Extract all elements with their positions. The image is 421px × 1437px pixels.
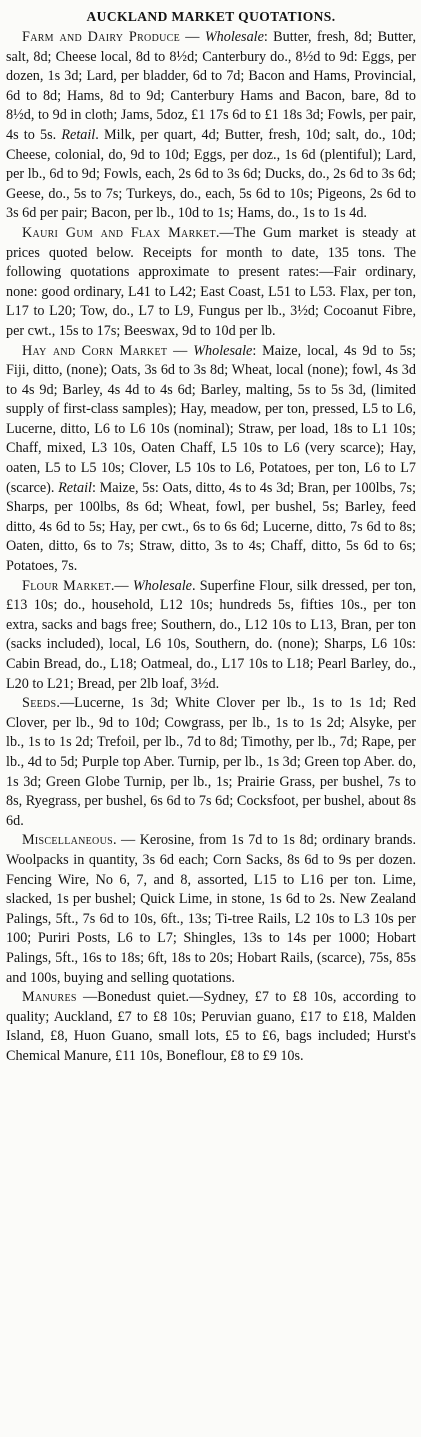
market-section (6, 28, 416, 224)
section-heading: Flour Market (22, 577, 111, 594)
market-section (6, 988, 416, 1066)
section-text: .— (110, 577, 133, 594)
section-heading: Hay and Corn Market (22, 342, 168, 359)
section-text: — (167, 342, 194, 359)
section-heading: Miscellaneous (22, 832, 113, 849)
italic-label: Wholesale (132, 577, 192, 594)
section-text: —Bonedust quiet.—Sydney, £7 to £8 10s, according to quality; Auckland, £7 to £8 10s; Peruvian guano, £17 to £18, Malden Island, £8, Huon Guano, small lots, £5 to £6, bags included; Hurst's Chemical Manure, £11 10s, Boneflour, £8 to £9 10s. (6, 989, 416, 1064)
section-heading: Kauri Gum and Flax Market (22, 224, 216, 241)
market-section (6, 577, 416, 695)
section-text: — (180, 29, 205, 45)
section-text: . — Kerosine, from 1s 7d to 1s 8d; ordinary brands. Woolpacks in quantity, 3s 6d each; Corn Sacks, 8s 6d to 9s per dozen. Fencing Wire, No 6, 7, and 8, assorted, L15 to L16 per ton. Lime, slacked, 1s per bushel; Quick Lime, in stone, 1s 6d to 2s. New Zealand Palings, 5ft., 7s 6d to 10s, 6ft., 13s; Ti-tree Rails, L2 10s to L3 10s per 100; Puriri Posts, L6 to L7; Shingles, 13s to 14s per 1000; Hobart Palings, 5ft., 16s to 18s; 6ft, 18s to 20s; Hobart Rails, (scarce), 75s, 85s and 100s, buying and selling quotations. (6, 832, 416, 986)
italic-label: Wholesale (204, 29, 264, 45)
market-section (6, 224, 416, 342)
section-text: : Maize, 5s: Oats, ditto, 4s to 4s 3d; Bran, per 100lbs, 7s; Sharps, per 100lbs, 8s 6d; Wheat, fowl, per bushel, 5s; Barley, feed ditto, 4s 6d to 5s; Hay, per cwt., 6s to 6s 6d; Lucerne, ditto, 7s 6d to 8s; Oaten, ditto, 6s to 7s; Straw, ditto, 3s to 4s; Chaff, ditto, 5s 6d to 6s; Potatoes, 7s. (6, 479, 416, 575)
market-section (6, 342, 416, 577)
section-text: : Butter, fresh, 8d; Butter, salt, 8d; Cheese local, 8d to 8½d; Canterbury do., 8½d to 9d: Eggs, per dozen, 1s 3d; Lard, per bladder, 6d to 7d; Bacon and Hams, Provincial, 6d to 8d; Hams, 8d to 9d; Canterbury Hams and Bacon, bare, 8d to 8½d, to 9d in cloth; Jams, 5doz, £1 17s 6d to £1 18s 3d; Fowls, per pair, 4s to 5s. (6, 29, 417, 143)
italic-label: Wholesale (193, 342, 253, 359)
section-text: .—The Gum market is steady at prices quoted below. Receipts for month to date, 135 tons. The following quotations approximate to present rates:—Fair ordinary, none: good ordinary, L41 to L42; East Coast, L51 to L53. Flax, per ton, L17 to L20; Tow, do., L7 to L9, Fungus per lb., 3½d; Cocoanut Fibre, per cwt., 15s to 17s; Beeswax, 9d to 10d per lb. (6, 224, 416, 339)
section-text: .—Lucerne, 1s 3d; White Clover per lb., 1s to 1s 1d; Red Clover, per lb., 9d to 10d; Cowgrass, per lb., 1s to 1s 2d; Alsyke, per lb., 1s to 1s 2d; Trefoil, per lb., 7d to 8d; Timothy, per lb., 7d; Rape, per lb., 4d to 5d; Purple top Aber. Turnip, per lb., 1s 3d; Green top Aber. do, 1s 3d; Green Globe Turnip, per lb., 1s; Prairie Grass, per bushel, 7s to 8s, Ryegrass, per bushel, 6s 6d to 7s 6d; Cocksfoot, per bushel, about 8s 6d. (6, 695, 416, 829)
section-heading: Seeds (22, 695, 57, 712)
quotation-sections (6, 28, 416, 1066)
italic-label: Retail (58, 479, 92, 496)
italic-label: Retail (61, 126, 96, 143)
market-section (6, 694, 416, 831)
section-heading: Farm and Dairy Produce (22, 29, 180, 45)
column-title: AUCKLAND MARKET QUOTATIONS. (86, 9, 336, 24)
section-text: . Milk, per quart, 4d; Butter, fresh, 10d; salt, do., 10d; Cheese, colonial, do, 9d to 10d; Eggs, per doz., 1s 6d (plentiful); Lard, per lb., 6d to 9d; Fowls, each, 2s 6d to 3s 6d; Ducks, do., 2s 6d to 3s 6d; Geese, do., 5s to 7s; Turkeys, do., each, 5s 6d to 10s; Pigeons, 2s 6d to 3s 6d per pair; Bacon, per lb., 10d to 1s; Hams, do., 1s to 1s 4d. (6, 126, 417, 222)
section-text: . Superfine Flour, silk dressed, per ton, £13 10s; do., household, L12 10s; hundreds 5s, fifties 10s., per ton extra, sacks and bags free; Southern, do., L12 10s to L13, Bran, per ton (sacks included), local, L6 10s, Southern, do. (none); Sharps, L6 10s: Cabin Bread, do., L18; Oatmeal, do., L17 10s to L18; Pearl Barley, do., L20 to L21; Bread, per 2lb loaf, 3½d. (6, 577, 417, 692)
market-section (6, 831, 416, 988)
section-text: : Maize, local, 4s 9d to 5s; Fiji, ditto, (none); Oats, 3s 6d to 3s 8d; Wheat, local (none); fowl, 4s 3d to 4s 9d; Barley, 4s 4d to 4s 6d; Barley, malting, 5s to 5s 3d, (limited supply of first-class samples); Hay, meadow, per ton, pressed, L5 to L6, Lucerne, ditto, L6 to L6 10s (nominal); Straw, per load, 18s to L1 10s; Chaff, mixed, L3 10s, Oaten Chaff, L5 10s to L6 (very scarce); Hay, oaten, L5 to L5 10s; Clover, L5 10s to L6, Potatoes, per ton, L6 to L7 (scarce). (6, 342, 417, 496)
section-heading: Manures (22, 989, 77, 1006)
